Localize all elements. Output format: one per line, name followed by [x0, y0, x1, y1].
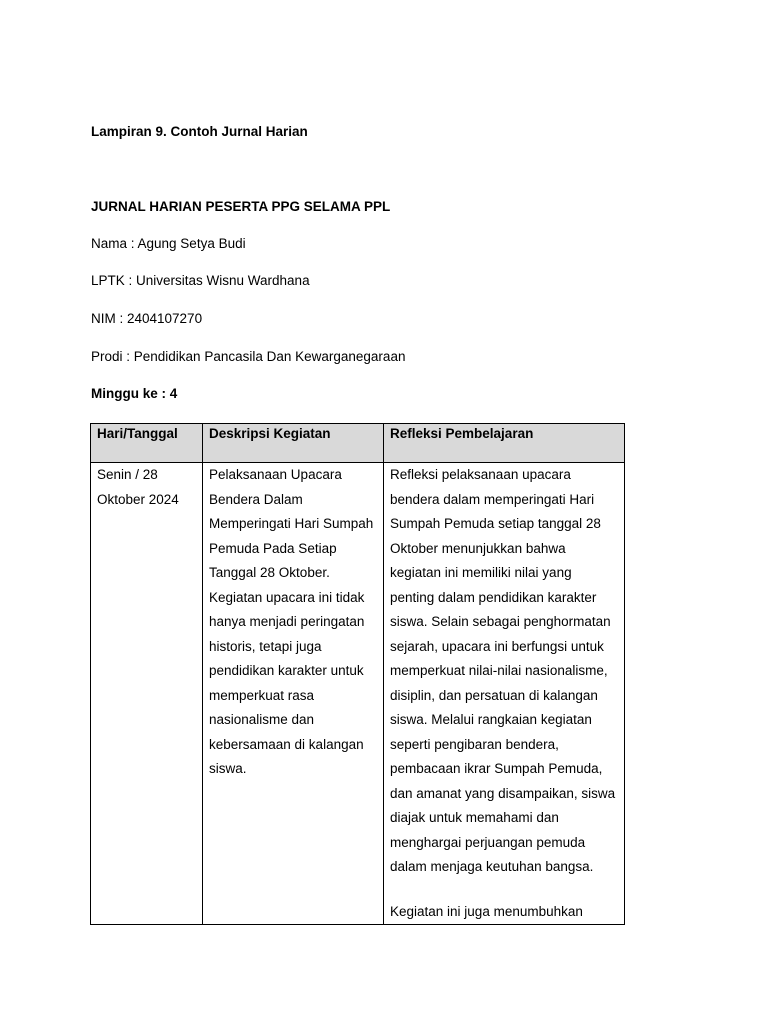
field-prodi: Prodi : Pendidikan Pancasila Dan Kewarganegaraan: [91, 349, 406, 364]
field-nim: NIM : 2404107270: [91, 311, 203, 326]
cell-date: [91, 463, 203, 925]
cell-reflection: [384, 463, 625, 925]
field-nama: Nama : Agung Setya Budi: [91, 236, 246, 251]
cell-description: [203, 463, 384, 925]
header-hari-tanggal: Hari/Tanggal: [91, 424, 203, 463]
journal-title: JURNAL HARIAN PESERTA PPG SELAMA PPL: [91, 199, 391, 214]
paragraph-gap: [390, 880, 618, 900]
date-text: Senin / 28 Oktober 2024: [97, 467, 179, 507]
appendix-title: Lampiran 9. Contoh Jurnal Harian: [91, 124, 308, 139]
field-lptk: LPTK : Universitas Wisnu Wardhana: [91, 273, 310, 288]
reflection-paragraph-2: Kegiatan ini juga menumbuhkan: [390, 903, 583, 919]
header-deskripsi-kegiatan: Deskripsi Kegiatan: [203, 424, 384, 463]
header-refleksi-pembelajaran: Refleksi Pembelajaran: [384, 424, 625, 463]
table-header-row: [91, 424, 625, 463]
journal-table: [90, 423, 625, 925]
week-label: Minggu ke : 4: [91, 386, 178, 401]
reflection-paragraph-1: Refleksi pelaksanaan upacara bendera dalam memperingati Hari Sumpah Pemuda setiap tanggal 28 Oktober menunjukkan bahwa kegiatan ini memiliki nilai yang penting dalam pendidikan karakter siswa. Selain sebagai penghormatan sejarah, upacara ini berfungsi untuk memperkuat nilai-nilai nasionalisme, disiplin, dan persatuan di kalangan siswa. Melalui rangkaian kegiatan seperti pengibaran bendera, pembacaan ikrar Sumpah Pemuda, dan amanat yang disampaikan, siswa diajak untuk memahami dan menghargai perjuangan pemuda dalam menjaga keutuhan bangsa.: [390, 467, 616, 874]
description-text: Pelaksanaan Upacara Bendera Dalam Memperingati Hari Sumpah Pemuda Pada Setiap Tanggal 28 Oktober. Kegiatan upacara ini tidak hanya menjadi peringatan historis, tetapi juga pendidikan karakter untuk memperkuat rasa nasionalisme dan kebersamaan di kalangan siswa.: [209, 467, 374, 776]
table-row: [91, 463, 625, 925]
